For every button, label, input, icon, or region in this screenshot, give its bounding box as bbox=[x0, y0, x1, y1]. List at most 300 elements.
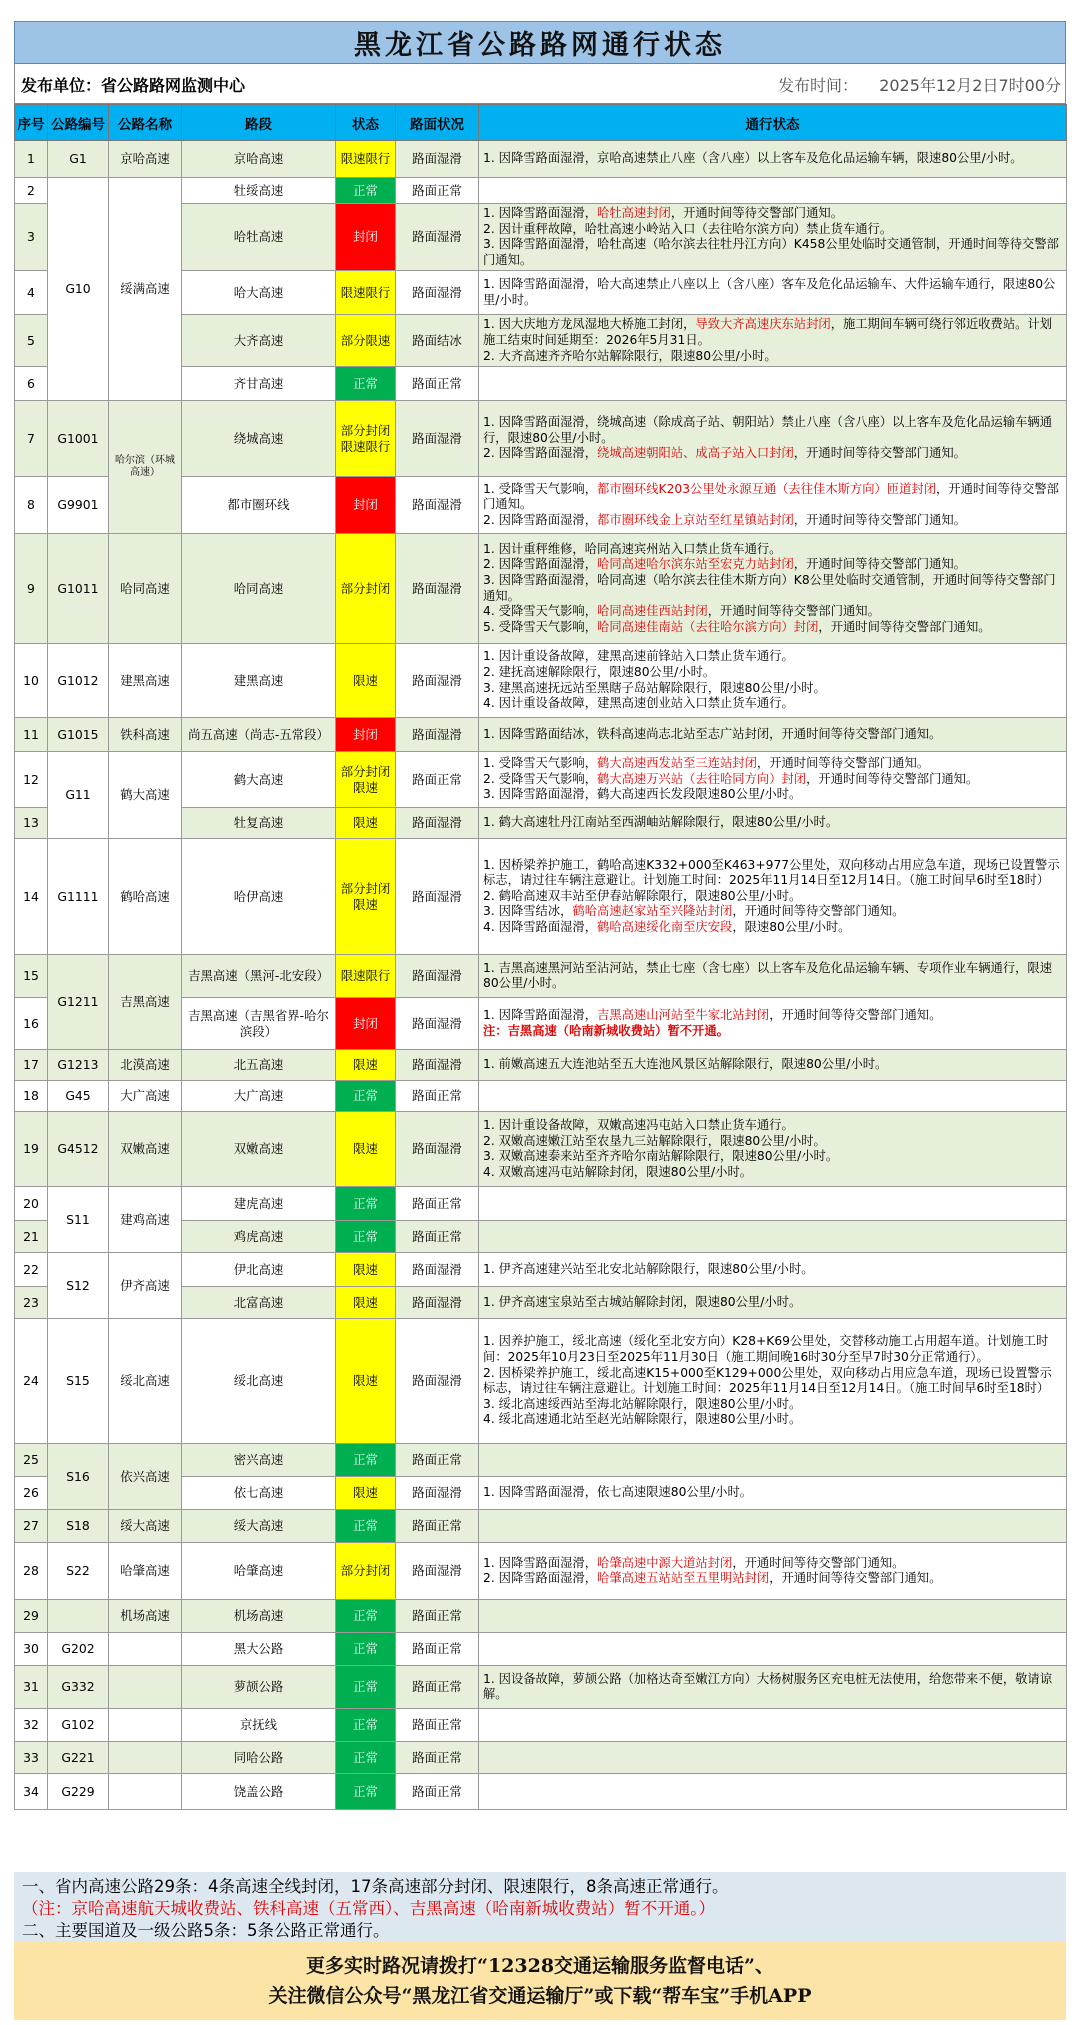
detail-text: 1. 受降雪天气影响， bbox=[483, 756, 598, 771]
table-row bbox=[15, 1081, 1067, 1112]
highway-name: 绥北高速 bbox=[109, 1319, 182, 1444]
row-number: 34 bbox=[15, 1774, 48, 1810]
road-section: 萝颉公路 bbox=[182, 1666, 336, 1709]
road-condition: 路面正常 bbox=[396, 1742, 479, 1774]
status-badge: 正常 bbox=[336, 367, 396, 401]
row-number: 33 bbox=[15, 1742, 48, 1774]
detail-text: 1. 因计重秤维修，哈同高速宾州站入口禁止货车通行。 bbox=[483, 541, 782, 556]
road-condition: 路面正常 bbox=[396, 1081, 479, 1112]
traffic-detail bbox=[479, 1081, 1067, 1112]
detail-text: 1. 前嫩高速五大连池站至五大连池风景区站解除限行，限速80公里/小时。 bbox=[483, 1057, 888, 1072]
highway-code: S18 bbox=[48, 1510, 109, 1543]
road-condition: 路面结冰 bbox=[396, 315, 479, 367]
detail-line bbox=[483, 151, 1062, 167]
road-section: 黑大公路 bbox=[182, 1633, 336, 1666]
traffic-detail bbox=[479, 401, 1067, 477]
detail-line bbox=[483, 317, 1062, 348]
road-section: 京抚线 bbox=[182, 1709, 336, 1742]
detail-text: 1. 因降雪路面湿滑，哈大高速禁止八座以上（含八座）客车及危化品运输车、大件运输车通行，限速80公里/小时。 bbox=[483, 277, 1056, 307]
detail-line bbox=[483, 858, 1062, 889]
road-condition: 路面湿滑 bbox=[396, 477, 479, 534]
road-condition: 路面正常 bbox=[396, 367, 479, 401]
status-badge: 限速 bbox=[336, 644, 396, 718]
detail-text: 3. 因降雪结冰， bbox=[483, 904, 573, 919]
detail-line bbox=[483, 277, 1062, 308]
highway-code: G332 bbox=[48, 1666, 109, 1709]
row-number: 10 bbox=[15, 644, 48, 718]
highway-code: G1012 bbox=[48, 644, 109, 718]
road-condition: 路面湿滑 bbox=[396, 808, 479, 839]
highway-name: 绥满高速 bbox=[109, 178, 182, 401]
row-number: 29 bbox=[15, 1600, 48, 1633]
road-condition: 路面湿滑 bbox=[396, 998, 479, 1050]
status-badge: 部分封闭 bbox=[336, 534, 396, 644]
road-condition: 路面湿滑 bbox=[396, 1477, 479, 1510]
detail-line bbox=[483, 1397, 1062, 1413]
header-section: 路段 bbox=[182, 105, 336, 141]
highway-name: 鹤哈高速 bbox=[109, 839, 182, 955]
row-number: 3 bbox=[15, 204, 48, 271]
table-row bbox=[15, 1600, 1067, 1633]
highway-code: G102 bbox=[48, 1709, 109, 1742]
row-number: 28 bbox=[15, 1543, 48, 1600]
road-section: 同哈公路 bbox=[182, 1742, 336, 1774]
detail-text: 1. 因设备故障，萝颉公路（加格达奇至嫩江方向）大杨树服务区充电桩无法使用，给您带来不便，敬请谅解。 bbox=[483, 1671, 1053, 1702]
detail-line bbox=[483, 1366, 1062, 1397]
road-section: 都市圈环线 bbox=[182, 477, 336, 534]
detail-line bbox=[483, 1149, 1062, 1165]
highway-name: 北漠高速 bbox=[109, 1050, 182, 1081]
header-name: 公路名称 bbox=[109, 105, 182, 141]
status-badge: 正常 bbox=[336, 1081, 396, 1112]
row-number: 9 bbox=[15, 534, 48, 644]
detail-line bbox=[483, 1262, 1062, 1278]
road-section: 牡复高速 bbox=[182, 808, 336, 839]
status-badge: 部分封闭 限速限行 bbox=[336, 401, 396, 477]
detail-text: ，开通时间等待交警部门通知。 bbox=[483, 481, 1059, 512]
detail-line bbox=[483, 1334, 1062, 1365]
row-number: 32 bbox=[15, 1709, 48, 1742]
detail-text: ，开通时间等待交警部门通知。 bbox=[769, 1008, 942, 1023]
detail-text: 2. 因降雪路面湿滑， bbox=[483, 1571, 598, 1586]
status-badge: 正常 bbox=[336, 1600, 396, 1633]
road-section: 齐甘高速 bbox=[182, 367, 336, 401]
road-condition: 路面湿滑 bbox=[396, 204, 479, 271]
status-badge: 限速 bbox=[336, 1050, 396, 1081]
publisher-label: 发布单位：省公路路网监测中心 bbox=[21, 76, 246, 95]
footer-wechat-app: 关注微信公众号“黑龙江省交通运输厅”或下载“帮车宝”手机APP bbox=[268, 1985, 812, 2007]
traffic-detail bbox=[479, 1253, 1067, 1287]
detail-text: ，施工期间车辆可绕行邻近收费站。计划施工结束时间延期至：2026年5月31日。 bbox=[483, 317, 1053, 347]
detail-line bbox=[483, 446, 1062, 462]
status-badge: 封闭 bbox=[336, 477, 396, 534]
table-header-row bbox=[15, 105, 1067, 141]
traffic-detail bbox=[479, 141, 1067, 178]
road-condition: 路面湿滑 bbox=[396, 955, 479, 998]
road-condition: 路面正常 bbox=[396, 1666, 479, 1709]
detail-text: 3. 因降雪路面湿滑，哈同高速（哈尔滨去往佳木斯方向）K8公里处临时交通管制，开通时间等待交警部门通知。 bbox=[483, 573, 1056, 603]
detail-highlight: 都市圈环线K203公里处永源互通（去往佳木斯方向）匝道封闭 bbox=[597, 481, 936, 496]
highway-name: 哈肇高速 bbox=[109, 1543, 182, 1600]
publish-time-value: 2025年12月2日7时00分 bbox=[879, 76, 1061, 95]
highway-code: S15 bbox=[48, 1319, 109, 1444]
road-section: 牡绥高速 bbox=[182, 178, 336, 204]
detail-text: 4. 因计重设备故障，建黑高速创业站入口禁止货车通行。 bbox=[483, 696, 794, 711]
road-section: 建虎高速 bbox=[182, 1187, 336, 1221]
road-condition: 路面正常 bbox=[396, 1709, 479, 1742]
road-section: 机场高速 bbox=[182, 1600, 336, 1633]
detail-line bbox=[483, 349, 1062, 365]
road-section: 京哈高速 bbox=[182, 141, 336, 178]
status-badge: 限速 bbox=[336, 1253, 396, 1287]
road-section: 鸡虎高速 bbox=[182, 1221, 336, 1253]
status-badge: 正常 bbox=[336, 1709, 396, 1742]
detail-line bbox=[483, 1008, 1062, 1024]
detail-line bbox=[483, 1571, 1062, 1587]
road-section: 伊北高速 bbox=[182, 1253, 336, 1287]
detail-line bbox=[483, 415, 1062, 446]
status-badge: 限速限行 bbox=[336, 271, 396, 315]
table-row bbox=[15, 1510, 1067, 1543]
highway-code: S11 bbox=[48, 1187, 109, 1253]
traffic-detail bbox=[479, 1633, 1067, 1666]
traffic-detail bbox=[479, 1050, 1067, 1081]
footer-hotline: 更多实时路况请拨打“12328交通运输服务监督电话”、 bbox=[306, 1955, 774, 1977]
highway-name bbox=[109, 1742, 182, 1774]
detail-line bbox=[483, 1295, 1062, 1311]
table-row bbox=[15, 955, 1067, 998]
detail-text: 4. 双嫩高速冯屯站解除封闭，限速80公里/小时。 bbox=[483, 1164, 753, 1179]
highway-name: 大广高速 bbox=[109, 1081, 182, 1112]
detail-line bbox=[483, 542, 1062, 558]
row-number: 17 bbox=[15, 1050, 48, 1081]
detail-line bbox=[483, 604, 1062, 620]
traffic-detail bbox=[479, 1543, 1067, 1600]
detail-line bbox=[483, 889, 1062, 905]
row-number: 22 bbox=[15, 1253, 48, 1287]
row-number: 12 bbox=[15, 752, 48, 808]
road-section: 绥大高速 bbox=[182, 1510, 336, 1543]
road-section: 依七高速 bbox=[182, 1477, 336, 1510]
row-number: 20 bbox=[15, 1187, 48, 1221]
detail-text: 2. 因降雪路面湿滑， bbox=[483, 557, 598, 572]
table-row bbox=[15, 178, 1067, 204]
detail-highlight: 哈肇高速五站站至五里明站封闭 bbox=[597, 1571, 770, 1586]
detail-line bbox=[483, 1165, 1062, 1181]
road-condition: 路面湿滑 bbox=[396, 1050, 479, 1081]
detail-highlight: 绕城高速朝阳站、成高子站入口封闭 bbox=[597, 446, 794, 461]
status-badge: 正常 bbox=[336, 1510, 396, 1543]
table-row bbox=[15, 1666, 1067, 1709]
traffic-detail bbox=[479, 534, 1067, 644]
detail-text: 5. 受降雪天气影响， bbox=[483, 619, 598, 634]
status-badge: 正常 bbox=[336, 1666, 396, 1709]
traffic-detail bbox=[479, 1112, 1067, 1187]
traffic-detail bbox=[479, 1477, 1067, 1510]
highway-code: G11 bbox=[48, 752, 109, 839]
road-condition: 路面湿滑 bbox=[396, 401, 479, 477]
detail-text: 2. 大齐高速齐齐哈尔站解除限行，限速80公里/小时。 bbox=[483, 348, 777, 363]
highway-code: S22 bbox=[48, 1543, 109, 1600]
highway-name: 依兴高速 bbox=[109, 1444, 182, 1510]
highway-code: G1001 bbox=[48, 401, 109, 477]
row-number: 23 bbox=[15, 1287, 48, 1319]
road-section: 绕城高速 bbox=[182, 401, 336, 477]
traffic-detail bbox=[479, 955, 1067, 998]
row-number: 16 bbox=[15, 998, 48, 1050]
traffic-detail bbox=[479, 178, 1067, 204]
road-section: 绥北高速 bbox=[182, 1319, 336, 1444]
row-number: 11 bbox=[15, 718, 48, 752]
detail-line bbox=[483, 772, 1062, 788]
row-number: 26 bbox=[15, 1477, 48, 1510]
detail-text: 1. 伊齐高速建兴站至北安北站解除限行，限速80公里/小时。 bbox=[483, 1261, 814, 1276]
traffic-detail bbox=[479, 752, 1067, 808]
status-badge: 限速 bbox=[336, 1287, 396, 1319]
traffic-detail bbox=[479, 1774, 1067, 1810]
highway-name: 绥大高速 bbox=[109, 1510, 182, 1543]
detail-text: 1. 因计重设备故障，建黑高速前锋站入口禁止货车通行。 bbox=[483, 649, 794, 664]
detail-line bbox=[483, 573, 1062, 604]
detail-line bbox=[483, 649, 1062, 665]
table-row bbox=[15, 401, 1067, 477]
detail-line bbox=[483, 1024, 1062, 1040]
detail-line bbox=[483, 513, 1062, 529]
highway-name: 建鸡高速 bbox=[109, 1187, 182, 1253]
road-section: 饶盖公路 bbox=[182, 1774, 336, 1810]
status-badge: 正常 bbox=[336, 1774, 396, 1810]
detail-text: 4. 受降雪天气影响， bbox=[483, 604, 598, 619]
summary-box bbox=[14, 1872, 1066, 1942]
detail-line bbox=[483, 1556, 1062, 1572]
highway-code: G10 bbox=[48, 178, 109, 401]
traffic-detail bbox=[479, 1600, 1067, 1633]
detail-text: 2. 因桥梁养护施工，绥北高速K15+000至K129+000公里处，双向移动占用应急车道，现场已设置警示标志，请过往车辆注意避让。计划施工时间：2025年11月14日至12月14日。（施工时间早6时至18时） bbox=[483, 1365, 1052, 1396]
row-number: 21 bbox=[15, 1221, 48, 1253]
highway-code: G1211 bbox=[48, 955, 109, 1050]
road-condition: 路面正常 bbox=[396, 1774, 479, 1810]
summary-note: （注：京哈高速航天城收费站、铁科高速（五常西）、吉黑高速（哈南新城收费站）暂不开通。） bbox=[22, 1899, 715, 1918]
table-row bbox=[15, 644, 1067, 718]
traffic-detail bbox=[479, 1221, 1067, 1253]
table-row bbox=[15, 1774, 1067, 1810]
road-section: 哈伊高速 bbox=[182, 839, 336, 955]
detail-line bbox=[483, 237, 1062, 268]
detail-line bbox=[483, 815, 1062, 831]
highway-name: 吉黑高速 bbox=[109, 955, 182, 1050]
detail-text: 1. 伊齐高速宝泉站至古城站解除封闭，限速80公里/小时。 bbox=[483, 1294, 802, 1309]
detail-text: ，开通时间等待交警部门通知。 bbox=[707, 604, 880, 619]
highway-name bbox=[109, 1633, 182, 1666]
traffic-detail bbox=[479, 1444, 1067, 1477]
highway-code: G1 bbox=[48, 141, 109, 178]
status-badge: 限速 bbox=[336, 1319, 396, 1444]
traffic-detail bbox=[479, 315, 1067, 367]
detail-text: ，开通时间等待交警部门通知。 bbox=[793, 557, 966, 572]
row-number: 7 bbox=[15, 401, 48, 477]
highway-name: 机场高速 bbox=[109, 1600, 182, 1633]
detail-text: ，限速80公里/小时。 bbox=[732, 920, 851, 935]
highway-name: 建黑高速 bbox=[109, 644, 182, 718]
detail-text: 1. 鹤大高速牡丹江南站至西湖岫站解除限行，限速80公里/小时。 bbox=[483, 815, 839, 830]
traffic-detail bbox=[479, 718, 1067, 752]
highway-code: G202 bbox=[48, 1633, 109, 1666]
header-road-condition: 路面状况 bbox=[396, 105, 479, 141]
detail-line bbox=[483, 756, 1062, 772]
road-condition: 路面湿滑 bbox=[396, 718, 479, 752]
detail-line bbox=[483, 665, 1062, 681]
detail-line bbox=[483, 206, 1062, 222]
detail-line bbox=[483, 1057, 1062, 1073]
traffic-detail bbox=[479, 644, 1067, 718]
detail-text: 2. 双嫩高速嫩江站至农垦九三站解除限行，限速80公里/小时。 bbox=[483, 1133, 826, 1148]
table-row bbox=[15, 718, 1067, 752]
detail-highlight: 鹤哈高速赵家站至兴隆站封闭 bbox=[572, 904, 733, 919]
detail-line bbox=[483, 920, 1062, 936]
detail-text: 3. 因降雪路面湿滑，哈牡高速（哈尔滨去往牡丹江方向）K458公里处临时交通管制，开通时间等待交警部门通知。 bbox=[483, 237, 1059, 267]
detail-text: 1. 因桥梁养护施工，鹤哈高速K332+000至K463+977公里处，双向移动占用应急车道，现场已设置警示标志，请过往车辆注意避让。计划施工时间：2025年11月14日至12月14日。（施工时间早6时至18时） bbox=[483, 857, 1060, 888]
detail-line bbox=[483, 557, 1062, 573]
road-condition: 路面正常 bbox=[396, 752, 479, 808]
detail-line bbox=[483, 482, 1062, 513]
detail-line bbox=[483, 1118, 1062, 1134]
status-badge: 封闭 bbox=[336, 998, 396, 1050]
detail-highlight: 都市圈环线金上京站至红星镇站封闭 bbox=[597, 512, 794, 527]
detail-text: 1. 因降雪路面湿滑， bbox=[483, 206, 598, 220]
highway-name bbox=[109, 1774, 182, 1810]
status-badge: 限速 bbox=[336, 1112, 396, 1187]
summary-highway: 一、省内高速公路29条：4条高速全线封闭，17条高速部分封闭、限速限行，8条高速正常通行。 bbox=[22, 1877, 729, 1896]
road-condition: 路面湿滑 bbox=[396, 1287, 479, 1319]
highway-name bbox=[109, 1666, 182, 1709]
detail-highlight: 哈肇高速中源大道站封闭 bbox=[597, 1555, 733, 1570]
highway-name: 鹤大高速 bbox=[109, 752, 182, 839]
row-number: 5 bbox=[15, 315, 48, 367]
header-no: 序号 bbox=[15, 105, 48, 141]
road-condition: 路面正常 bbox=[396, 1221, 479, 1253]
header-code: 公路编号 bbox=[48, 105, 109, 141]
highway-name: 哈尔滨（环城高速） bbox=[109, 401, 182, 534]
highway-code: G1011 bbox=[48, 534, 109, 644]
traffic-detail bbox=[479, 1187, 1067, 1221]
detail-text: 1. 因降雪路面湿滑，绕城高速（除成高子站、朝阳站）禁止八座（含八座）以上客车及危化品运输车辆通行，限速80公里/小时。 bbox=[483, 415, 1053, 445]
road-section: 哈同高速 bbox=[182, 534, 336, 644]
road-condition: 路面正常 bbox=[396, 1510, 479, 1543]
status-badge: 封闭 bbox=[336, 204, 396, 271]
detail-text: 2. 建抚高速解除限行，限速80公里/小时。 bbox=[483, 665, 716, 680]
row-number: 4 bbox=[15, 271, 48, 315]
highway-code: G221 bbox=[48, 1742, 109, 1774]
detail-text: ，开通时间等待交警部门通知。 bbox=[769, 1571, 942, 1586]
row-number: 13 bbox=[15, 808, 48, 839]
row-number: 25 bbox=[15, 1444, 48, 1477]
table-row bbox=[15, 1112, 1067, 1187]
row-number: 1 bbox=[15, 141, 48, 178]
row-number: 2 bbox=[15, 178, 48, 204]
detail-highlight: 鹤大高速万兴站（去往哈同方向）封闭 bbox=[597, 771, 807, 786]
detail-text: 1. 因降雪路面结冰，铁科高速尚志北站至志广站封闭，开通时间等待交警部门通知。 bbox=[483, 726, 942, 741]
road-condition: 路面湿滑 bbox=[396, 141, 479, 178]
detail-text: ，开通时间等待交警部门通知。 bbox=[756, 756, 930, 771]
road-section: 哈牡高速 bbox=[182, 204, 336, 271]
table-row bbox=[15, 1742, 1067, 1774]
traffic-detail bbox=[479, 1742, 1067, 1774]
status-badge: 限速限行 bbox=[336, 141, 396, 178]
detail-text: ，开通时间等待交警部门通知。 bbox=[793, 446, 966, 461]
detail-text: 1. 因大庆地方龙凤湿地大桥施工封闭， bbox=[483, 317, 696, 332]
highway-code: G1015 bbox=[48, 718, 109, 752]
road-condition: 路面湿滑 bbox=[396, 1319, 479, 1444]
detail-line bbox=[483, 620, 1062, 636]
summary-national-road: 二、主要国道及一级公路5条：5条公路正常通行。 bbox=[22, 1921, 390, 1940]
status-badge: 正常 bbox=[336, 178, 396, 204]
status-badge: 限速 bbox=[336, 808, 396, 839]
detail-text: ，开通时间等待交警部门通知。 bbox=[806, 771, 979, 786]
detail-text: 2. 因降雪路面湿滑， bbox=[483, 512, 598, 527]
row-number: 27 bbox=[15, 1510, 48, 1543]
detail-text: ，开通时间等待交警部门通知。 bbox=[793, 512, 966, 527]
table-row bbox=[15, 1050, 1067, 1081]
detail-highlight: 哈同高速哈尔滨东站至宏克力站封闭 bbox=[597, 557, 794, 572]
road-section: 哈大高速 bbox=[182, 271, 336, 315]
detail-text: 1. 因降雪路面湿滑，依七高速限速80公里/小时。 bbox=[483, 1485, 753, 1500]
highway-code: G45 bbox=[48, 1081, 109, 1112]
highway-name bbox=[109, 1709, 182, 1742]
detail-highlight: 鹤大高速西发站至三连站封闭 bbox=[597, 756, 757, 771]
road-condition: 路面湿滑 bbox=[396, 271, 479, 315]
table-row bbox=[15, 1543, 1067, 1600]
road-section: 大齐高速 bbox=[182, 315, 336, 367]
highway-code: G9901 bbox=[48, 477, 109, 534]
detail-text: 2. 因计重秤故障，哈牡高速小岭站入口（去往哈尔滨方向）禁止货车通行。 bbox=[483, 221, 893, 236]
detail-text: 3. 绥北高速绥西站至海北站解除限行，限速80公里/小时。 bbox=[483, 1396, 802, 1411]
detail-line bbox=[483, 1134, 1062, 1150]
detail-text: 1. 吉黑高速黑河站至沾河站，禁止七座（含七座）以上客车及危化品运输车辆、专项作业车辆通行，限速80公里/小时。 bbox=[483, 960, 1053, 991]
table-row bbox=[15, 141, 1067, 178]
detail-highlight: 导致大齐高速庆东站封闭 bbox=[695, 317, 831, 332]
row-number: 6 bbox=[15, 367, 48, 401]
detail-text: 2. 鹤哈高速双丰站至伊春站解除限行，限速80公里/小时。 bbox=[483, 888, 802, 903]
status-badge: 部分封闭 bbox=[336, 1543, 396, 1600]
highway-code: G1213 bbox=[48, 1050, 109, 1081]
table-row bbox=[15, 1709, 1067, 1742]
detail-text: 1. 因降雪路面湿滑， bbox=[483, 1555, 598, 1570]
detail-text: 1. 因降雪路面湿滑，京哈高速禁止八座（含八座）以上客车及危化品运输车辆，限速80公里/小时。 bbox=[483, 151, 1023, 166]
detail-line bbox=[483, 727, 1062, 743]
detail-highlight: 鹤哈高速绥化南至庆安段 bbox=[597, 920, 733, 935]
detail-text: ，开通时间等待交警部门通知。 bbox=[732, 1555, 905, 1570]
road-section: 鹤大高速 bbox=[182, 752, 336, 808]
detail-line bbox=[483, 222, 1062, 238]
road-section: 密兴高速 bbox=[182, 1444, 336, 1477]
table-row bbox=[15, 752, 1067, 808]
detail-highlight: 哈同高速佳西站封闭 bbox=[597, 604, 708, 619]
row-number: 8 bbox=[15, 477, 48, 534]
detail-text: 3. 建黑高速抚远站至黑瞎子岛站解除限行，限速80公里/小时。 bbox=[483, 680, 826, 695]
road-condition: 路面湿滑 bbox=[396, 1253, 479, 1287]
detail-line bbox=[483, 681, 1062, 697]
road-section: 大广高速 bbox=[182, 1081, 336, 1112]
traffic-detail bbox=[479, 367, 1067, 401]
detail-text: 4. 因降雪路面湿滑， bbox=[483, 920, 598, 935]
status-badge: 部分封闭 限速 bbox=[336, 839, 396, 955]
status-badge: 正常 bbox=[336, 1444, 396, 1477]
highway-name: 京哈高速 bbox=[109, 141, 182, 178]
detail-text: ，开通时间等待交警部门通知。 bbox=[818, 619, 991, 634]
road-condition: 路面湿滑 bbox=[396, 1543, 479, 1600]
highway-code: G229 bbox=[48, 1774, 109, 1810]
row-number: 18 bbox=[15, 1081, 48, 1112]
